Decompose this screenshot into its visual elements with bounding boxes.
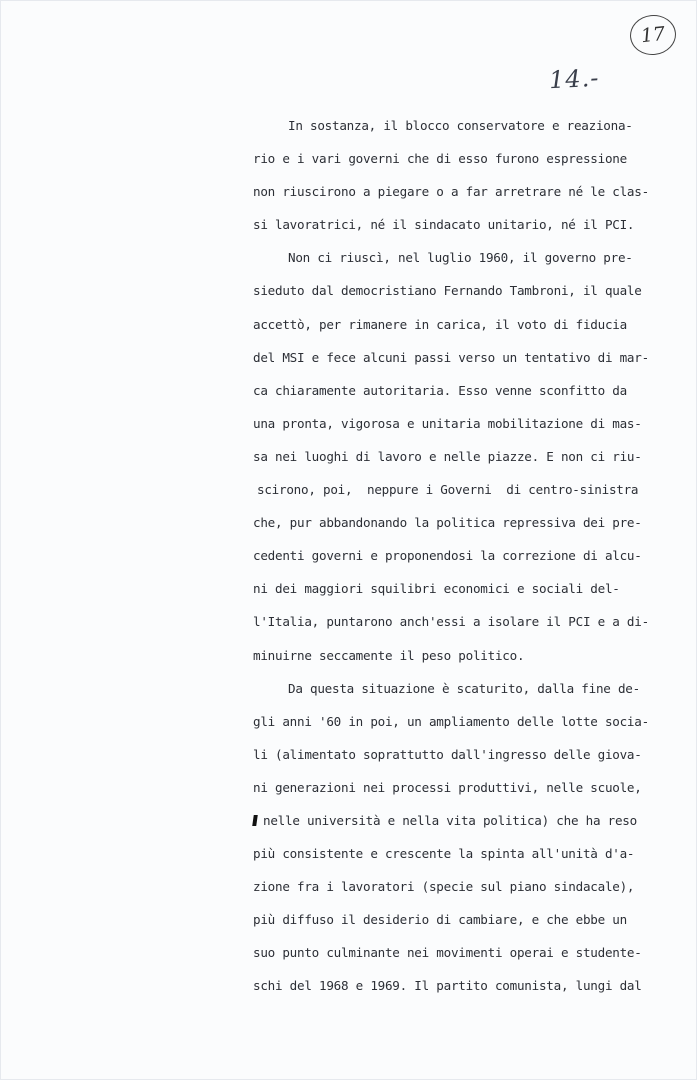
- text-line: schi del 1968 e 1969. Il partito comunista, lungi dal: [253, 978, 642, 994]
- text-line-with-mark: [253, 804, 637, 837]
- text-line: gli anni '60 in poi, un ampliamento delle lotte socia-: [253, 713, 649, 729]
- text-line: minuirne seccamente il peso politico.: [253, 647, 525, 663]
- text-line: scirono, poi, neppure i Governi di centro-sinistra: [257, 482, 639, 498]
- text-line: Non ci riuscì, nel luglio 1960, il governo pre-: [288, 250, 633, 266]
- text-line: suo punto culminante nei movimenti operai e studente-: [253, 945, 642, 961]
- text-line: del MSI e fece alcuni passi verso un tentativo di mar-: [253, 349, 649, 365]
- text-line: zione fra i lavoratori (specie sul piano sindacale),: [253, 879, 635, 895]
- text-line: una pronta, vigorosa e unitaria mobilitazione di mas-: [253, 415, 642, 431]
- text-line: più consistente e crescente la spinta all'unità d'a-: [253, 846, 635, 862]
- text-line: Da questa situazione è scaturito, dalla fine de-: [288, 680, 640, 696]
- archive-number-circle: 17: [628, 13, 678, 58]
- text-line: rio e i vari governi che di esso furono espressione: [253, 151, 627, 167]
- text-line: ni dei maggiori squilibri economici e sociali del-: [253, 581, 620, 597]
- ink-mark-icon: [252, 815, 258, 826]
- text-line: ca chiaramente autoritaria. Esso venne sconfitto da: [253, 382, 627, 398]
- text-line: accettò, per rimanere in carica, il voto di fiducia: [253, 316, 627, 332]
- text-line: sieduto dal democristiano Fernando Tambroni, il quale: [253, 283, 642, 299]
- text-line: ni generazioni nei processi produttivi, nelle scuole,: [253, 779, 642, 795]
- text-line: che, pur abbandonando la politica repressiva dei pre-: [253, 515, 642, 531]
- text-line: non riuscirono a piegare o a far arretrare né le clas-: [253, 184, 649, 200]
- text-line: più diffuso il desiderio di cambiare, e che ebbe un: [253, 912, 627, 928]
- text-line: sa nei luoghi di lavoro e nelle piazze. E non ci riu-: [253, 448, 642, 464]
- text-line: l'Italia, puntarono anch'essi a isolare il PCI e a di-: [253, 614, 649, 630]
- text-line: nelle università e nella vita politica) che ha reso: [263, 812, 637, 828]
- text-line: cedenti governi e proponendosi la correzione di alcu-: [253, 548, 642, 564]
- text-line: li (alimentato soprattutto dall'ingresso delle giova-: [253, 746, 642, 762]
- page-number-marker: 14.-: [548, 63, 600, 95]
- text-line: si lavoratrici, né il sindacato unitario, né il PCI.: [253, 217, 635, 233]
- text-line: In sostanza, il blocco conservatore e reaziona-: [288, 118, 633, 133]
- typewritten-text: [253, 109, 649, 1003]
